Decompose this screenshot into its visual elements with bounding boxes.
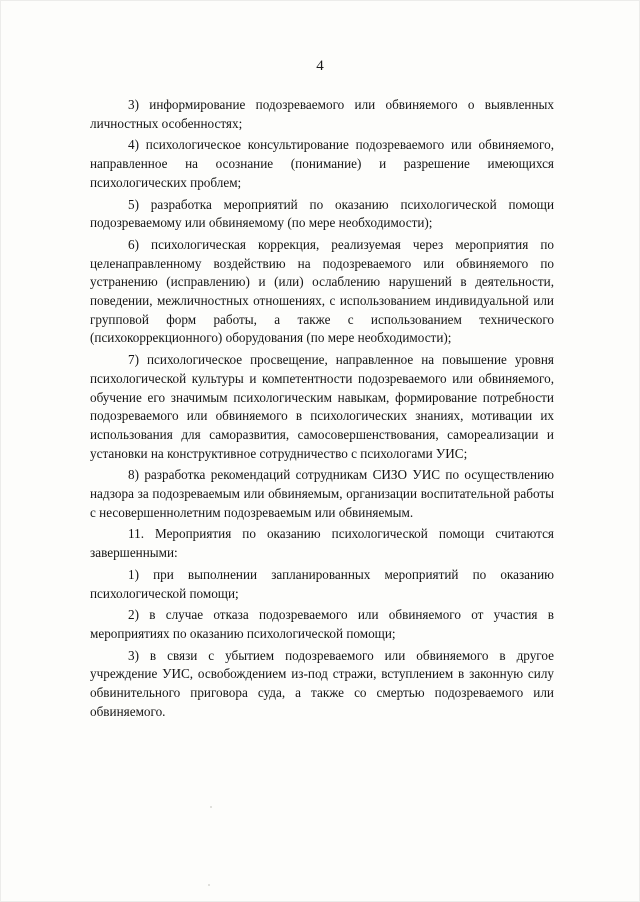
completion-item-2: 2) в случае отказа подозреваемого или обвиняемого от участия в мероприятиях по оказанию психологической помощи;	[90, 607, 554, 641]
list-item-8-recommendations: 8) разработка рекомендаций сотрудникам СИЗО УИС по осуществлению надзора за подозреваемым или обвиняемым, организации воспитательной работы с несовершеннолетним подозреваемым или обвиняемым.	[90, 467, 554, 520]
list-item-3-informing: 3) информирование подозреваемого или обвиняемого о выявленных личностных особенностях;	[90, 97, 554, 131]
completion-item-1: 1) при выполнении запланированных мероприятий по оказанию психологической помощи;	[90, 566, 554, 601]
list-item-6-correction: 6) психологическая коррекция, реализуемая через мероприятия по целенаправленному воздействию на подозреваемого или обвиняемого по устранению (исправлению) и (или) ослаблению нарушений в деятельности, поведении, межличностных отношениях, с использованием индивидуальной или групповой форм работы, а также с использованием технического (психокоррекционного) оборудования (по мере необходимости);	[90, 236, 554, 346]
list-item-5-planning: 5) разработка мероприятий по оказанию психологической помощи подозреваемому или обвиняемому (по мере необходимости);	[90, 196, 554, 231]
clause-11-heading: 11. Мероприятия по оказанию психологической помощи считаются завершенными:	[90, 526, 554, 561]
scan-speck	[210, 806, 212, 808]
list-item-4-consulting: 4) психологическое консультирование подозреваемого или обвиняемого, направленное на осознание (понимание) и разрешение имеющихся психологических проблем;	[90, 137, 554, 190]
list-item-7-education: 7) психологическое просвещение, направленное на повышение уровня психологической культуры и компетентности подозреваемого или обвиняемого, обучение его значимым психологическим навыкам, формирование потребности подозреваемого или обвиняемого в психологических знаниях, мотивации их использования для саморазвития, самосовершенствования, самореализации и установки на конструктивное сотрудничество с психологами УИС;	[90, 352, 554, 461]
page-number: 4	[316, 58, 324, 74]
completion-item-3: 3) в связи с убытием подозреваемого или обвиняемого в другое учреждение УИС, освобождением из-под стражи, вступлением в законную силу обвинительного приговора суда, а также со смертью подозреваемого или обвиняемого.	[90, 647, 554, 719]
page-body	[90, 96, 554, 725]
scan-speck	[208, 884, 210, 886]
